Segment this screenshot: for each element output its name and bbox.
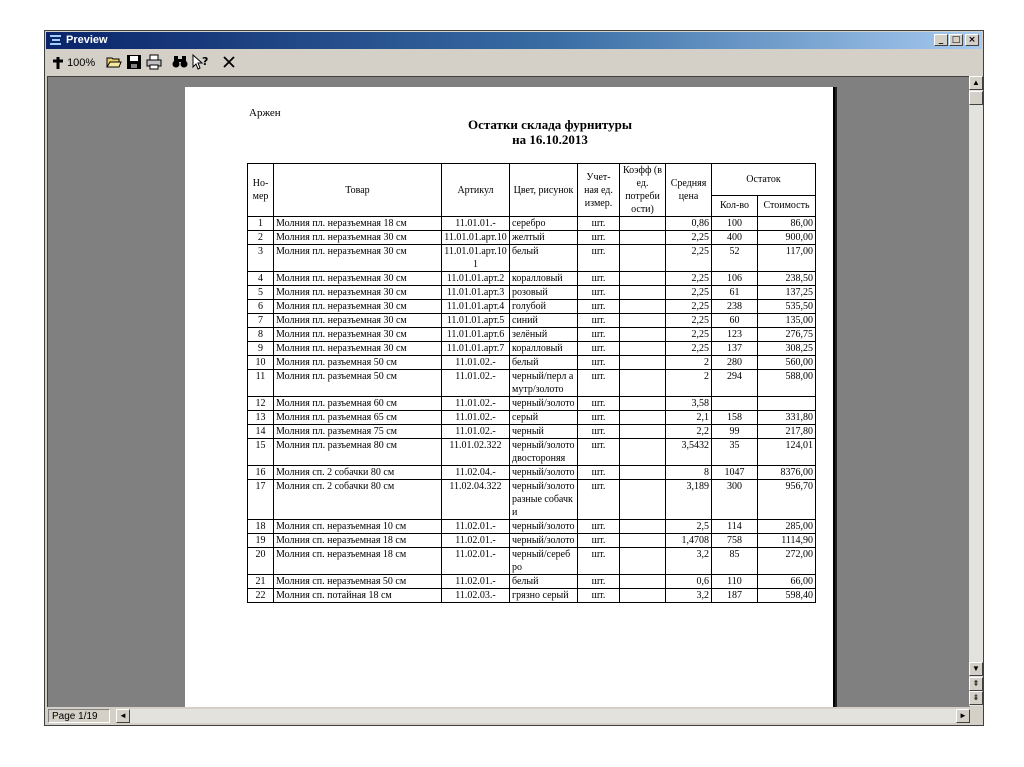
row-cost: 900,00 xyxy=(758,231,816,245)
table-row xyxy=(248,314,816,328)
minimize-button[interactable]: _ xyxy=(934,34,948,46)
row-product: Молния пл. неразъемная 30 см xyxy=(274,300,442,314)
row-article: 11.01.01.арт.10 xyxy=(442,231,510,245)
row-cost: 272,00 xyxy=(758,548,816,575)
row-number: 10 xyxy=(248,356,274,370)
row-number: 9 xyxy=(248,342,274,356)
row-product: Молния сп. неразъемная 18 см xyxy=(274,548,442,575)
row-unit: шт. xyxy=(578,397,620,411)
row-cost: 86,00 xyxy=(758,217,816,231)
row-unit: шт. xyxy=(578,217,620,231)
row-number: 8 xyxy=(248,328,274,342)
row-color: грязно серый xyxy=(510,589,578,603)
row-coef xyxy=(620,370,666,397)
table-row xyxy=(248,245,816,272)
row-number: 12 xyxy=(248,397,274,411)
row-price: 2,25 xyxy=(666,272,712,286)
row-color: черный/золото xyxy=(510,520,578,534)
row-number: 16 xyxy=(248,466,274,480)
row-coef xyxy=(620,548,666,575)
table-row xyxy=(248,575,816,589)
row-qty: 400 xyxy=(712,231,758,245)
row-product: Молния сп. 2 собачки 80 см xyxy=(274,480,442,520)
row-price: 2,5 xyxy=(666,520,712,534)
row-qty: 294 xyxy=(712,370,758,397)
toolbar xyxy=(46,51,982,75)
row-unit: шт. xyxy=(578,534,620,548)
row-article: 11.02.04.322 xyxy=(442,480,510,520)
row-product: Молния пл. неразъемная 30 см xyxy=(274,231,442,245)
row-price: 3,2 xyxy=(666,589,712,603)
row-cost: 217,80 xyxy=(758,425,816,439)
row-color: желтый xyxy=(510,231,578,245)
row-product: Молния сп. неразъемная 10 см xyxy=(274,520,442,534)
row-unit: шт. xyxy=(578,286,620,300)
table-row xyxy=(248,548,816,575)
row-product: Молния сп. потайная 18 см xyxy=(274,589,442,603)
row-color: черный xyxy=(510,425,578,439)
row-color: белый xyxy=(510,245,578,272)
row-qty: 123 xyxy=(712,328,758,342)
row-article: 11.01.02.- xyxy=(442,411,510,425)
table-row xyxy=(248,342,816,356)
row-coef xyxy=(620,217,666,231)
app-icon xyxy=(49,33,63,47)
row-article: 11.01.01.арт.2 xyxy=(442,272,510,286)
row-cost: 1114,90 xyxy=(758,534,816,548)
zoom-icon xyxy=(52,56,64,70)
table-row xyxy=(248,425,816,439)
row-coef xyxy=(620,534,666,548)
maximize-button[interactable]: □ xyxy=(949,34,963,46)
col-unit-header: Учет- ная ед. измер. xyxy=(578,164,620,217)
row-article: 11.02.03.- xyxy=(442,589,510,603)
row-article: 11.02.01.- xyxy=(442,520,510,534)
table-row xyxy=(248,466,816,480)
close-button[interactable]: × xyxy=(965,34,979,46)
table-row xyxy=(248,480,816,520)
row-number: 18 xyxy=(248,520,274,534)
row-product: Молния пл. разъемная 50 см xyxy=(274,370,442,397)
row-number: 7 xyxy=(248,314,274,328)
row-qty: 100 xyxy=(712,217,758,231)
row-cost: 598,40 xyxy=(758,589,816,603)
printer-icon xyxy=(146,54,162,70)
row-number: 6 xyxy=(248,300,274,314)
status-bar xyxy=(46,707,982,725)
prev-page-button[interactable]: ⇞ xyxy=(969,677,983,691)
row-coef xyxy=(620,314,666,328)
row-unit: шт. xyxy=(578,314,620,328)
row-article: 11.02.01.- xyxy=(442,575,510,589)
row-product: Молния пл. неразъемная 30 см xyxy=(274,286,442,300)
binoculars-icon xyxy=(172,54,188,70)
scroll-left-button[interactable]: ◄ xyxy=(116,709,130,723)
row-color: серый xyxy=(510,411,578,425)
row-article: 11.01.01.арт.6 xyxy=(442,328,510,342)
col-remain-header: Остаток xyxy=(712,164,816,196)
row-product: Молния сп. неразъемная 50 см xyxy=(274,575,442,589)
print-button[interactable] xyxy=(146,54,162,72)
row-cost: 117,00 xyxy=(758,245,816,272)
row-cost: 331,80 xyxy=(758,411,816,425)
row-article: 11.01.01.арт.7 xyxy=(442,342,510,356)
table-row xyxy=(248,231,816,245)
row-coef xyxy=(620,231,666,245)
col-color-header: Цвет, рисунок xyxy=(510,164,578,217)
svg-text:?: ? xyxy=(202,55,209,68)
row-article: 11.01.02.- xyxy=(442,425,510,439)
row-unit: шт. xyxy=(578,342,620,356)
row-coef xyxy=(620,356,666,370)
row-color: голубой xyxy=(510,300,578,314)
col-article-header: Артикул xyxy=(442,164,510,217)
row-unit: шт. xyxy=(578,411,620,425)
row-coef xyxy=(620,411,666,425)
row-number: 22 xyxy=(248,589,274,603)
row-price: 2 xyxy=(666,356,712,370)
preview-window xyxy=(44,30,984,726)
row-coef xyxy=(620,286,666,300)
row-coef xyxy=(620,439,666,466)
col-cost-header: Стоимость xyxy=(758,195,816,216)
row-product: Молния пл. неразъемная 30 см xyxy=(274,342,442,356)
row-number: 4 xyxy=(248,272,274,286)
row-article: 11.01.01.арт.4 xyxy=(442,300,510,314)
row-qty: 99 xyxy=(712,425,758,439)
row-article: 11.01.01.- xyxy=(442,217,510,231)
row-number: 2 xyxy=(248,231,274,245)
row-price: 3,58 xyxy=(666,397,712,411)
row-color: черный/золото xyxy=(510,397,578,411)
help-pointer-icon xyxy=(192,54,210,70)
col-coef-header: Коэфф (в ед. потреби ости) xyxy=(620,164,666,217)
row-color: черный/золото двостороняя xyxy=(510,439,578,466)
row-color: синий xyxy=(510,314,578,328)
save-button[interactable] xyxy=(126,54,142,72)
row-color: розовый xyxy=(510,286,578,300)
col-qty-header: Кол-во xyxy=(712,195,758,216)
row-unit: шт. xyxy=(578,356,620,370)
row-unit: шт. xyxy=(578,300,620,314)
row-article: 11.01.01.арт.3 xyxy=(442,286,510,300)
row-cost: 135,00 xyxy=(758,314,816,328)
row-cost: 308,25 xyxy=(758,342,816,356)
row-price: 3,2 xyxy=(666,548,712,575)
scroll-right-button[interactable]: ► xyxy=(956,709,970,723)
row-color: коралловый xyxy=(510,342,578,356)
row-number: 11 xyxy=(248,370,274,397)
row-coef xyxy=(620,466,666,480)
row-article: 11.01.01.арт.5 xyxy=(442,314,510,328)
row-qty: 35 xyxy=(712,439,758,466)
row-unit: шт. xyxy=(578,272,620,286)
row-qty: 106 xyxy=(712,272,758,286)
table-row xyxy=(248,397,816,411)
row-cost xyxy=(758,397,816,411)
row-qty: 110 xyxy=(712,575,758,589)
row-color: белый xyxy=(510,575,578,589)
table-row xyxy=(248,370,816,397)
next-page-button[interactable]: ⇟ xyxy=(969,691,983,705)
row-number: 5 xyxy=(248,286,274,300)
row-qty: 60 xyxy=(712,314,758,328)
row-coef xyxy=(620,520,666,534)
row-product: Молния пл. разъемная 65 см xyxy=(274,411,442,425)
table-row xyxy=(248,411,816,425)
row-qty: 61 xyxy=(712,286,758,300)
company-name: Аржен xyxy=(249,107,281,119)
row-cost: 238,50 xyxy=(758,272,816,286)
row-cost: 588,00 xyxy=(758,370,816,397)
row-cost: 560,00 xyxy=(758,356,816,370)
row-cost: 66,00 xyxy=(758,575,816,589)
row-article: 11.02.01.- xyxy=(442,548,510,575)
row-number: 13 xyxy=(248,411,274,425)
preview-viewport[interactable] xyxy=(47,76,970,707)
row-qty: 137 xyxy=(712,342,758,356)
row-price: 2,25 xyxy=(666,286,712,300)
row-coef xyxy=(620,245,666,272)
row-unit: шт. xyxy=(578,466,620,480)
row-qty: 758 xyxy=(712,534,758,548)
row-coef xyxy=(620,328,666,342)
row-product: Молния пл. неразъемная 18 см xyxy=(274,217,442,231)
row-product: Молния сп. неразъемная 18 см xyxy=(274,534,442,548)
row-color: черный/перл амутр/золото xyxy=(510,370,578,397)
row-qty: 1047 xyxy=(712,466,758,480)
row-number: 21 xyxy=(248,575,274,589)
find-button[interactable] xyxy=(172,54,188,72)
row-cost: 276,75 xyxy=(758,328,816,342)
row-color: черный/золото xyxy=(510,534,578,548)
row-color: черный/золото разные собачки xyxy=(510,480,578,520)
table-row xyxy=(248,356,816,370)
row-qty: 52 xyxy=(712,245,758,272)
row-unit: шт. xyxy=(578,439,620,466)
table-row xyxy=(248,217,816,231)
save-disk-icon xyxy=(126,54,142,70)
vertical-scrollbar[interactable] xyxy=(969,76,983,706)
row-cost: 8376,00 xyxy=(758,466,816,480)
row-price: 2,25 xyxy=(666,314,712,328)
row-coef xyxy=(620,575,666,589)
row-product: Молния пл. разъемная 75 см xyxy=(274,425,442,439)
table-row xyxy=(248,300,816,314)
row-number: 17 xyxy=(248,480,274,520)
row-unit: шт. xyxy=(578,328,620,342)
row-qty: 187 xyxy=(712,589,758,603)
row-price: 3,5432 xyxy=(666,439,712,466)
row-qty: 300 xyxy=(712,480,758,520)
horizontal-scrollbar[interactable] xyxy=(116,709,970,723)
row-product: Молния сп. 2 собачки 80 см xyxy=(274,466,442,480)
scroll-thumb[interactable] xyxy=(969,91,983,105)
row-price: 2,25 xyxy=(666,342,712,356)
row-number: 20 xyxy=(248,548,274,575)
row-qty: 158 xyxy=(712,411,758,425)
row-price: 3,189 xyxy=(666,480,712,520)
row-coef xyxy=(620,589,666,603)
row-color: серебро xyxy=(510,217,578,231)
table-row xyxy=(248,520,816,534)
row-number: 15 xyxy=(248,439,274,466)
scroll-up-button[interactable]: ▲ xyxy=(969,76,983,90)
row-number: 1 xyxy=(248,217,274,231)
row-color: зелёный xyxy=(510,328,578,342)
row-article: 11.01.02.322 xyxy=(442,439,510,466)
row-cost: 535,50 xyxy=(758,300,816,314)
table-row xyxy=(248,328,816,342)
row-number: 19 xyxy=(248,534,274,548)
row-cost: 137,25 xyxy=(758,286,816,300)
row-unit: шт. xyxy=(578,245,620,272)
row-article: 11.01.02.- xyxy=(442,356,510,370)
row-color: черный/золото xyxy=(510,466,578,480)
row-product: Молния пл. неразъемная 30 см xyxy=(274,272,442,286)
row-qty: 85 xyxy=(712,548,758,575)
row-number: 14 xyxy=(248,425,274,439)
col-number-header: Но- мер xyxy=(248,164,274,217)
row-cost: 124,01 xyxy=(758,439,816,466)
row-coef xyxy=(620,397,666,411)
row-product: Молния пл. разъемная 60 см xyxy=(274,397,442,411)
zoom-level: 100% xyxy=(67,57,96,69)
row-article: 11.01.02.- xyxy=(442,370,510,397)
row-price: 2,25 xyxy=(666,245,712,272)
row-coef xyxy=(620,480,666,520)
row-unit: шт. xyxy=(578,589,620,603)
stock-table xyxy=(247,163,816,603)
row-color: коралловый xyxy=(510,272,578,286)
page-indicator: Page 1/19 xyxy=(48,709,110,723)
row-cost: 285,00 xyxy=(758,520,816,534)
row-product: Молния пл. разъемная 50 см xyxy=(274,356,442,370)
row-coef xyxy=(620,300,666,314)
row-qty xyxy=(712,397,758,411)
row-unit: шт. xyxy=(578,520,620,534)
title-bar xyxy=(46,32,982,49)
row-price: 8 xyxy=(666,466,712,480)
row-color: белый xyxy=(510,356,578,370)
row-article: 11.01.01.арт.101 xyxy=(442,245,510,272)
scroll-down-button[interactable]: ▼ xyxy=(969,662,983,676)
row-price: 2,25 xyxy=(666,300,712,314)
row-coef xyxy=(620,272,666,286)
close-preview-button[interactable] xyxy=(222,54,236,72)
row-unit: шт. xyxy=(578,370,620,397)
row-coef xyxy=(620,342,666,356)
row-unit: шт. xyxy=(578,480,620,520)
window-title: Preview xyxy=(66,34,108,46)
row-qty: 238 xyxy=(712,300,758,314)
table-row xyxy=(248,534,816,548)
table-row xyxy=(248,589,816,603)
row-price: 2,25 xyxy=(666,328,712,342)
open-folder-icon xyxy=(106,54,122,70)
help-button[interactable] xyxy=(192,54,210,72)
row-color: черный/серебро xyxy=(510,548,578,575)
row-price: 2,25 xyxy=(666,231,712,245)
row-price: 2,2 xyxy=(666,425,712,439)
row-unit: шт. xyxy=(578,231,620,245)
row-product: Молния пл. неразъемная 30 см xyxy=(274,314,442,328)
close-icon xyxy=(222,54,236,70)
row-coef xyxy=(620,425,666,439)
table-row xyxy=(248,272,816,286)
col-price-header: Средняя цена xyxy=(666,164,712,217)
table-row xyxy=(248,439,816,466)
row-qty: 114 xyxy=(712,520,758,534)
report-date: на 16.10.2013 xyxy=(512,132,588,147)
row-price: 2,1 xyxy=(666,411,712,425)
row-article: 11.01.02.- xyxy=(442,397,510,411)
row-price: 2 xyxy=(666,370,712,397)
row-product: Молния пл. разъемная 80 см xyxy=(274,439,442,466)
zoom-button[interactable] xyxy=(52,54,95,72)
row-price: 1,4708 xyxy=(666,534,712,548)
row-number: 3 xyxy=(248,245,274,272)
table-row xyxy=(248,286,816,300)
row-price: 0,6 xyxy=(666,575,712,589)
row-cost: 956,70 xyxy=(758,480,816,520)
row-product: Молния пл. неразъемная 30 см xyxy=(274,328,442,342)
row-unit: шт. xyxy=(578,575,620,589)
report-title: Остатки склада фурнитуры xyxy=(467,117,633,132)
row-article: 11.02.01.- xyxy=(442,534,510,548)
row-product: Молния пл. неразъемная 30 см xyxy=(274,245,442,272)
report-page xyxy=(185,87,835,707)
row-qty: 280 xyxy=(712,356,758,370)
row-price: 0,86 xyxy=(666,217,712,231)
row-unit: шт. xyxy=(578,548,620,575)
open-button[interactable] xyxy=(106,54,122,72)
row-unit: шт. xyxy=(578,425,620,439)
row-article: 11.02.04.- xyxy=(442,466,510,480)
col-product-header: Товар xyxy=(274,164,442,217)
